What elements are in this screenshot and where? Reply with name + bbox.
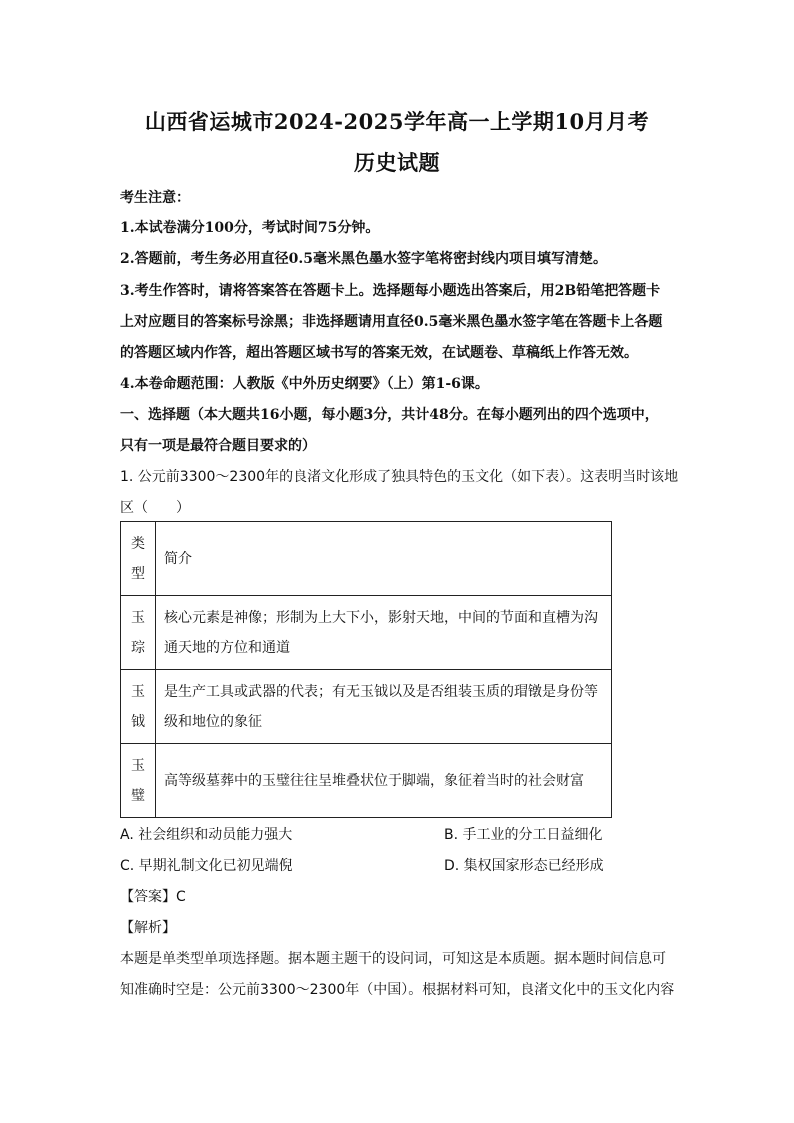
option-b: B. 手工业的分工日益细化 (444, 827, 603, 843)
exam-subject: 历史试题 (354, 150, 440, 175)
section-heading-cont: 只有一项是最符合题目要求的） (120, 438, 316, 454)
option-a: A. 社会组织和动员能力强大 (120, 827, 293, 843)
option-c: C. 早期礼制文化已初见端倪 (120, 858, 293, 874)
table-row (121, 596, 612, 670)
analysis-text: 知准确时空是：公元前3300～2300年（中国）。根据材料可知，良渚文化中的玉文化内容 (120, 982, 675, 998)
jade-type-cell: 玉 璧 (121, 744, 156, 818)
notice-item: 4.本卷命题范围：人教版《中外历史纲要》（上）第1-6课。 (120, 376, 489, 392)
jade-desc-cell: 高等级墓葬中的玉璧往往呈堆叠状位于脚端，象征着当时的社会财富 (156, 744, 612, 818)
jade-culture-table (120, 521, 612, 818)
question-stem: 1. 公元前3300～2300年的良渚文化形成了独具特色的玉文化（如下表）。这表明当时该地 (120, 469, 679, 485)
question-stem-cont: 区（ ） (120, 500, 190, 516)
notice-item: 1.本试卷满分100分，考试时间75分钟。 (120, 220, 380, 236)
jade-desc-cell: 核心元素是神像；形制为上大下小，影射天地，中间的节面和直槽为沟 通天地的方位和通道 (156, 596, 612, 670)
notice-item: 的答题区域内作答，超出答题区域书写的答案无效，在试题卷、草稿纸上作答无效。 (120, 345, 638, 361)
analysis-text: 本题是单类型单项选择题。据本题主题干的设问词，可知这是本质题。据本题时间信息可 (120, 951, 666, 967)
notice-item: 上对应题目的答案标号涂黑；非选择题请用直径0.5毫米黑色墨水签字笔在答题卡上各题 (120, 314, 663, 330)
notice-item: 3.考生作答时，请将答案答在答题卡上。选择题每小题选出答案后，用2B铅笔把答题卡 (120, 283, 661, 299)
notice-item: 2.答题前，考生务必用直径0.5毫米黑色墨水签字笔将密封线内项目填写清楚。 (120, 251, 607, 267)
section-heading: 一、选择题（本大题共16小题，每小题3分，共计48分。在每小题列出的四个选项中， (120, 407, 659, 423)
answer-label: 【答案】C (120, 889, 186, 905)
table-header-intro: 简介 (156, 522, 612, 596)
jade-type-cell: 玉 钺 (121, 670, 156, 744)
notice-heading: 考生注意： (120, 190, 190, 206)
option-d: D. 集权国家形态已经形成 (444, 858, 604, 874)
table-header-type: 类 型 (121, 522, 156, 596)
table-row (121, 670, 612, 744)
analysis-heading: 【解析】 (120, 920, 176, 936)
table-header-row (121, 522, 612, 596)
jade-desc-cell: 是生产工具或武器的代表；有无玉钺以及是否组装玉质的瑁镦是身份等 级和地位的象征 (156, 670, 612, 744)
exam-title: 山西省运城市2024-2025学年高一上学期10月月考 (144, 109, 650, 134)
table-row (121, 744, 612, 818)
jade-type-cell: 玉 琮 (121, 596, 156, 670)
